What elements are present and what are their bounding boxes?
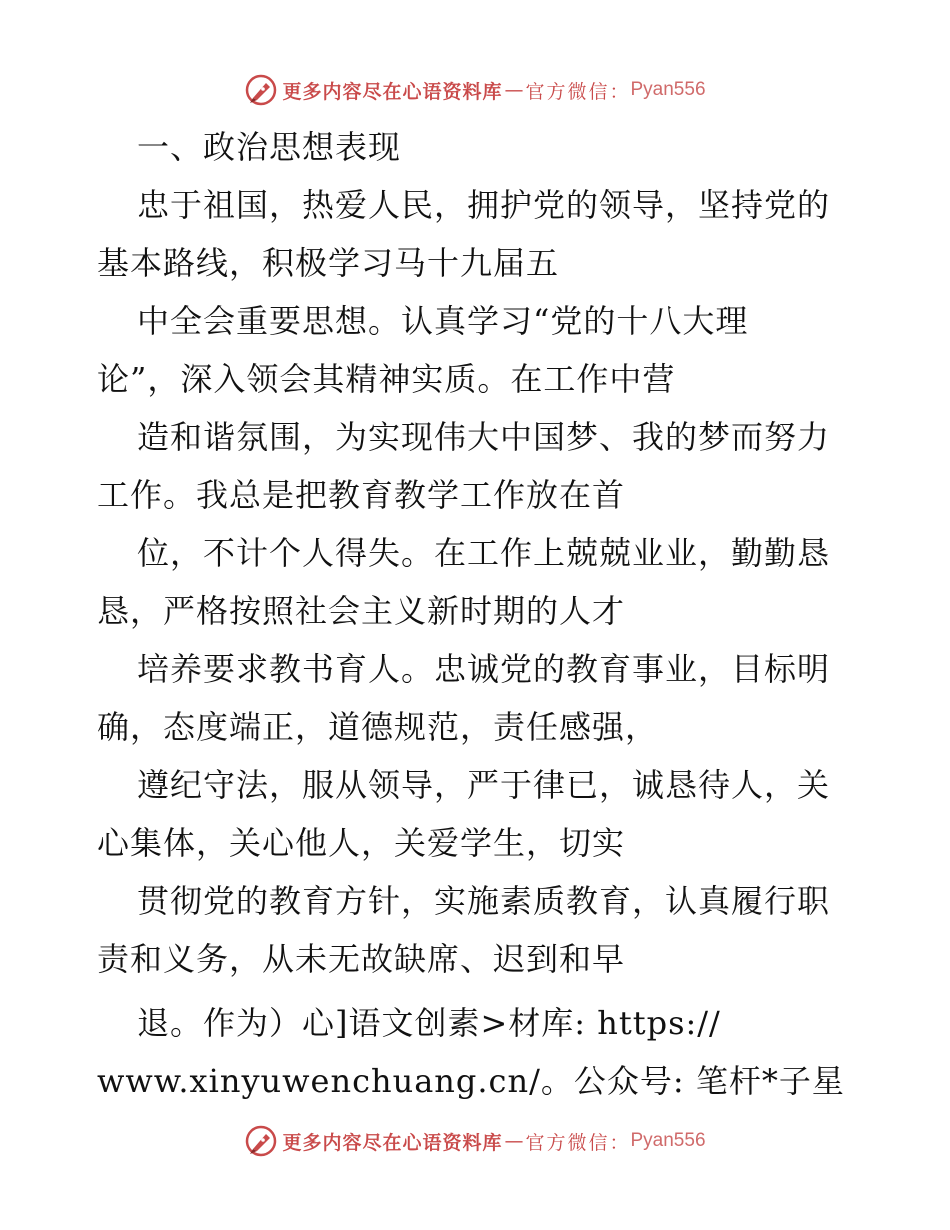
text-line: 心集体，关心他人，关爱学生，切实 [97,824,626,862]
text-line: www.xinyuwenchuang.cn/。公众号: 笔杆*子星 [97,1062,845,1100]
pen-nib-logo-icon [244,73,278,107]
banner-account-label: 官方微信： [525,80,631,103]
banner-account-id: Pyan556 [630,79,706,100]
banner-main-text: 更多内容尽在心语资料库 [282,1131,503,1154]
text-line: 确，态度端正，道德规范，责任感强， [97,708,659,746]
text-line: 退。作为）心]语文创素>材库: https:// [137,1004,721,1042]
text-line: 论”，深入领会其精神实质。在工作中营 [97,360,676,398]
text-line: 遵纪守法，服从领导，严于律已，诚恳待人，关 [137,766,831,804]
section-heading: 一、政治思想表现 [137,128,402,166]
text-line: 培养要求教书育人。忠诚党的教育事业，目标明 [137,650,831,688]
banner-separator: — [504,1130,524,1152]
header-banner [0,70,950,110]
text-line: 责和义务，从未无故缺席、迟到和早 [97,940,626,978]
banner-main-text: 更多内容尽在心语资料库 [282,80,503,103]
text-line: 恳，严格按照社会主义新时期的人才 [97,592,626,630]
banner-account-label: 官方微信： [525,1131,631,1154]
text-line: 工作。我总是把教育教学工作放在首 [97,476,626,514]
text-line: 中全会重要思想。认真学习“党的十八大理 [137,302,749,340]
banner-account-id: Pyan556 [630,1130,706,1151]
text-line: 位，不计个人得失。在工作上兢兢业业，勤勤恳 [137,534,831,572]
text-line: 造和谐氛围，为实现伟大中国梦、我的梦而努力 [137,418,831,456]
pen-nib-logo-icon [244,1124,278,1158]
footer-banner [0,1121,950,1161]
banner-separator: — [504,79,524,101]
text-line: 贯彻党的教育方针，实施素质教育，认真履行职 [137,882,831,920]
text-line: 基本路线，积极学习马十九届五 [97,244,560,282]
text-line: 忠于祖国，热爱人民，拥护党的领导，坚持党的 [137,186,831,224]
